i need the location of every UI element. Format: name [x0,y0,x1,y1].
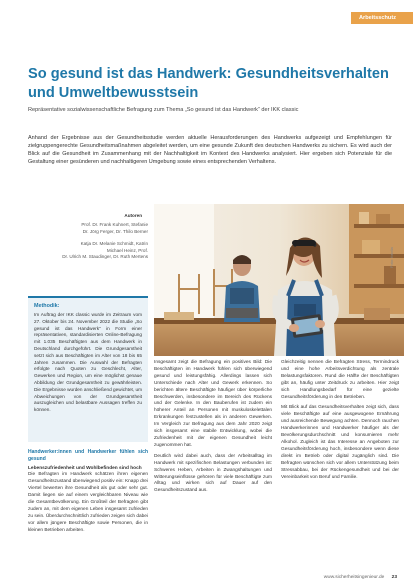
author-line: Katja Dr. Melanie Schmidt, Katrin [80,241,148,247]
body-text: Die Befragten im Handwerk schätzen ihren eigenen Gesundheitszustand überwiegend positiv ein: Knapp drei Viertel bewerten ihre Gesundheit als gut oder sehr gut. Damit liegen sie auf einem vergleichbaren Niveau wie die Gesamtbevölkerung. Ein Großteil der Befragten gibt zudem an, mit dem eigenen Leben insgesamt zufrieden zu sein. Überdurchschnittlich zufrieden zeigen sich dabei vor allem jüngere Beschäftigte sowie Personen, die in kleinen Betrieben arbeiten. [28,472,148,533]
column-2 [154,360,272,495]
workshop-scene-illustration [154,204,404,356]
authors-heading: Autoren [124,213,142,218]
author-line: Michael Heinz, Prof. [106,247,148,253]
author-group [28,241,148,260]
section-rubric: Arbeitsschutz [351,12,413,24]
author-group [28,222,148,235]
method-title: Methodik: [34,303,60,309]
workshop-photo [154,204,404,356]
article-subline: Repräsentative sozialwissenschaftliche Befragung zum Thema „So gesund ist das Handwerk“ der IKK classic [28,107,299,113]
page-footer [324,575,397,580]
column-3 [281,360,399,481]
article-headline: So gesund ist das Handwerk: Gesundheitsverhalten und Umweltbewusstsein [28,66,389,101]
method-infobox [28,296,148,442]
body-text: Mit Blick auf das Gesundheitsverhalten zeigt sich, dass viele Beschäftigte auf eine ausgewogene Ernährung und ausreichende Bewegung achten. Dennoch rauchen Handwerkerinnen und Handwerker häufiger als der Bevölkerungsdurchschnitt und konsumieren mehr Alkohol. Zugleich ist das Interesse an Angeboten zur Gesundheitsförderung hoch, insbesondere wenn diese direkt im Betrieb oder digital zugänglich sind. Die Befragten wünschen sich vor allem Unterstützung beim Stressabbau, bei der Rückengesundheit und bei der Vereinbarkeit von Beruf und Familie. [281,405,399,480]
author-line: Dr. Jörg Ferger, Dr. Thilo Berner [82,228,148,234]
column-1 [28,446,148,535]
body-text: Gleichzeitig nennen die Befragten Stress, Termindruck und eine hohe Arbeitsverdichtung als zentrale Belastungsfaktoren. Rund die Hälfte der Beschäftigten gibt an, häufig unter Zeitdruck zu arbeiten. Hier zeigt sich Handlungsbedarf für eine gezielte Gesundheitsförderung in den Betrieben. [281,360,399,400]
section-heading: Handwerker:innen und Handwerker fühlen sich gesund [28,449,148,462]
author-list [28,213,148,266]
footer-source: www.sicherheitsingenieur.de [323,575,385,580]
body-text: Insgesamt zeigt die Befragung ein positives Bild: Die Beschäftigten im Handwerk fühlen sich überwiegend gesund und leistungsfähig. Allerdings lassen sich Unterschiede nach Alter und Gewerk erkennen. So berichten ältere Beschäftigte häufiger über körperliche Beschwerden, insbesondere im Bereich des Rückens und der Gelenke. In den Bauberufen ist zudem ein höherer Anteil an Personen mit muskuloskelettalen Erkrankungen festzustellen als in anderen Gewerken. Im Vergleich zur Befragung aus dem Jahr 2020 zeigt sich insgesamt eine stabile Entwicklung, wobei die Zufriedenheit mit der eigenen Gesundheit leicht zugenommen hat. [154,360,272,448]
author-line: Prof. Dr. Frank Kuhnert, Stefanie [81,222,148,228]
section-subheading: Lebenszufriedenheit und Wohlbefinden sind hoch [28,465,142,471]
author-line: Dr. Ulrich M. Staudinger, Dr. Ruth Mertens [62,254,148,260]
article-lead: Anhand der Ergebnisse aus der Gesundheitsstudie werden aktuelle Herausforderungen des Handwerks aufgezeigt und Empfehlungen für zielgruppengerechte Gesundheitsmaßnahmen abgeleitet werden, um eine gesunde Zukunft des deutschen Handwerks zu sichern. Es wird auch der Blick auf die Gesundheit im Zusammenhang mit der Nachhaltigkeit im Kontext des Handwerks analysiert. Hier ergeben sich Potenziale für die Gestaltung einer gesünderen und nachhaltigeren Umgebung sowie eines entsprechenden Verhaltens. [28,135,392,166]
photo-credit: Foto: fotolia [389,247,394,268]
page-number: 23 [391,575,397,580]
method-text: Im Auftrag der IKK classic wurde im Zeitraum vom 27. Oktober bis 24. November 2022 die Studie „So gesund ist das Handwerk“ in Form einer repräsentativen, standardisierten Online-Befragung mit 1.035 Beschäftigten aus dem Handwerk in Deutschland durchgeführt. Die Grundgesamtheit setzt sich aus Beschäftigten im Alter von 18 bis 65 Jahren zusammen. Die Auswahl der Befragten erfolgte nach Quoten zu Geschlecht, Alter, Gewerken und Region, um eine möglichst genaue Abbildung der Grundgesamtheit zu gewährleisten. Die Ergebnisse wurden anschließend gewichtet, um Abweichungen von der Grundgesamtheit auszugleichen und belastbare Aussagen treffen zu können. [34,312,142,413]
body-text: Deutlich wird dabei auch, dass der Arbeitsalltag im Handwerk mit spezifischen Belastungen verbunden ist: Schweres Heben, Arbeiten in Zwangshaltungen und Witterungseinflüsse gehören für viele Beschäftigte zum Alltag und wirken sich auf Dauer auf den Gesundheitszustand aus. [154,453,272,494]
